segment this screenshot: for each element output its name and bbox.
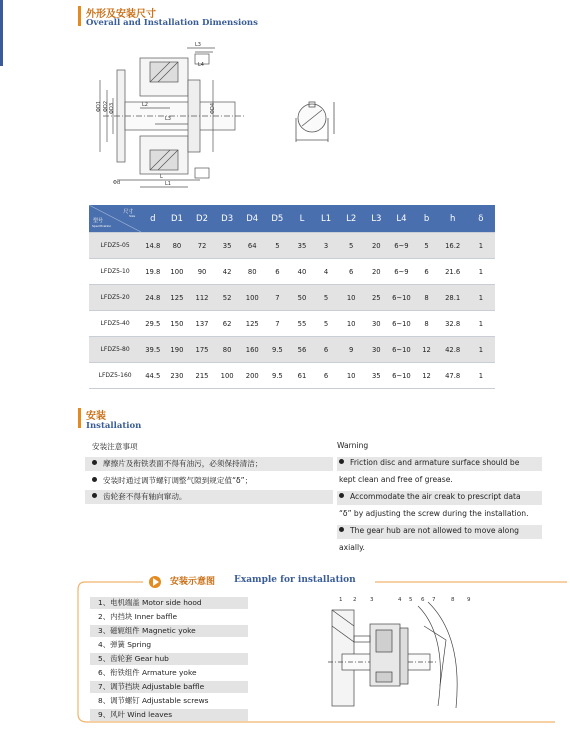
table-cell: 1 [467, 337, 495, 363]
table-row [89, 233, 495, 259]
table-cell: 80 [240, 259, 265, 285]
model-cell: LFDZ5-10 [89, 259, 141, 285]
column-header: h [439, 205, 467, 233]
parts-list [90, 596, 250, 722]
column-header: D1 [164, 205, 189, 233]
column-header: L3 [364, 205, 388, 233]
header-model-label-en: Specification [92, 224, 112, 228]
note-en-2-text: Accommodate the air creak to prescript data [350, 492, 521, 501]
table-cell: 42.8 [439, 337, 467, 363]
table-cell: 55 [290, 311, 314, 337]
header-model-label: 型号 [93, 218, 104, 224]
table-cell: 29.5 [141, 311, 164, 337]
part-item [90, 666, 250, 680]
table-cell: 28.1 [439, 285, 467, 311]
table-cell: 1 [467, 233, 495, 259]
table-cell: 7 [265, 285, 290, 311]
table-row [89, 311, 495, 337]
model-cell: LFDZ5-40 [89, 311, 141, 337]
table-cell: 1 [467, 363, 495, 389]
table-cell: 1 [467, 259, 495, 285]
table-cell: 100 [240, 285, 265, 311]
table-cell: 14.8 [141, 233, 164, 259]
table-cell: 8 [414, 311, 438, 337]
table-cell: 230 [164, 363, 189, 389]
table-cell: 56 [290, 337, 314, 363]
spec-table [89, 205, 495, 389]
dim-label-l4: L4 [198, 62, 204, 68]
note-cn-3-text: 齿轮套不得有轴向窜动。 [103, 492, 187, 501]
column-header: δ [467, 205, 495, 233]
table-cell: 1 [467, 311, 495, 337]
table-cell: 32.8 [439, 311, 467, 337]
section-marker [78, 408, 81, 428]
table-cell: 62 [215, 311, 240, 337]
part-item [90, 708, 250, 722]
table-cell: 12 [414, 337, 438, 363]
table-cell: 5 [414, 233, 438, 259]
dim-label-l3-top: L3 [195, 42, 201, 48]
model-cell: LFDZ5-05 [89, 233, 141, 259]
table-cell: 6 [338, 259, 364, 285]
table-cell: 19.8 [141, 259, 164, 285]
table-cell: 40 [290, 259, 314, 285]
table-cell: 21.6 [439, 259, 467, 285]
clutch-dimension-drawing [95, 40, 255, 192]
part-label: 5、齿轮套 Gear hub [98, 654, 169, 663]
notes-heading-en: Warning [337, 441, 369, 450]
column-header: D3 [215, 205, 240, 233]
model-size-header-cell [89, 205, 141, 233]
part-label: 4、弹簧 Spring [98, 640, 152, 649]
model-cell: LFDZ5-160 [89, 363, 141, 389]
bullet-icon [339, 493, 344, 498]
table-cell: 47.8 [439, 363, 467, 389]
note-en-1-cont: kept clean and free of grease. [339, 475, 453, 484]
table-cell: 12 [414, 363, 438, 389]
note-en-3-cont: axially. [339, 543, 365, 552]
table-cell: 100 [164, 259, 189, 285]
table-row [89, 285, 495, 311]
table-row [89, 337, 495, 363]
note-en-3-text: The gear hub are not allowed to move along [350, 526, 519, 535]
table-cell: 4 [314, 259, 338, 285]
part-label: 6、衔铁组件 Armature yoke [98, 668, 197, 677]
table-cell: 9.5 [265, 363, 290, 389]
table-cell: 42 [215, 259, 240, 285]
table-cell: 190 [164, 337, 189, 363]
callout-3: 3 [370, 597, 374, 603]
table-cell: 6~10 [388, 311, 414, 337]
model-cell: LFDZ5-20 [89, 285, 141, 311]
part-item [90, 596, 250, 610]
table-cell: 6~9 [388, 259, 414, 285]
dim-label-l2: L2 [142, 102, 148, 108]
table-cell: 9 [338, 337, 364, 363]
model-cell: LFDZ5-80 [89, 337, 141, 363]
table-cell: 7 [265, 311, 290, 337]
part-item [90, 680, 250, 694]
bullet-icon [339, 459, 344, 464]
section-marker [78, 6, 81, 26]
part-label: 9、风叶 Wind leaves [98, 710, 173, 719]
table-cell: 8 [414, 285, 438, 311]
table-cell: 24.8 [141, 285, 164, 311]
part-label: 2、内挡块 Inner baffle [98, 612, 178, 621]
column-header: D4 [240, 205, 265, 233]
table-cell: 30 [364, 337, 388, 363]
column-header: b [414, 205, 438, 233]
callout-9: 9 [467, 597, 471, 603]
table-cell: 160 [240, 337, 265, 363]
note-en-2-cont: “δ” by adjusting the screw during the installation. [339, 509, 529, 518]
notes-heading-cn: 安装注意事项 [92, 442, 138, 451]
table-cell: 35 [215, 233, 240, 259]
table-cell: 10 [338, 311, 364, 337]
table-cell: 1 [467, 285, 495, 311]
column-header: L [290, 205, 314, 233]
dim-label-phi-d: Φd [113, 180, 121, 186]
installation-title-en: Installation [86, 421, 142, 431]
table-cell: 25 [364, 285, 388, 311]
table-cell: 6~10 [388, 285, 414, 311]
spec-table-body [89, 233, 495, 389]
part-label: 3、磁轭组件 Magnetic yoke [98, 626, 196, 635]
table-cell: 61 [290, 363, 314, 389]
column-header: D2 [189, 205, 214, 233]
table-cell: 200 [240, 363, 265, 389]
table-cell: 6 [265, 259, 290, 285]
table-cell: 50 [290, 285, 314, 311]
callout-4: 4 [398, 597, 402, 603]
bullet-icon [92, 460, 97, 465]
table-cell: 20 [364, 259, 388, 285]
table-row [89, 363, 495, 389]
part-item [90, 610, 250, 624]
table-row [89, 259, 495, 285]
table-cell: 215 [189, 363, 214, 389]
table-cell: 10 [338, 285, 364, 311]
dim-label-d2: ΦD2 [103, 101, 109, 112]
table-cell: 64 [240, 233, 265, 259]
note-cn-1-text: 摩擦片及衔铁表面不得有油污，必须保持清洁； [103, 459, 263, 468]
bullet-icon [339, 527, 344, 532]
spec-table-header [89, 205, 495, 233]
part-label: 7、调节挡块 Adjustable baffle [98, 682, 205, 691]
column-header: d [141, 205, 164, 233]
table-cell: 175 [189, 337, 214, 363]
table-cell: 3 [314, 233, 338, 259]
dim-label-d4: ΦD4 [210, 103, 216, 114]
table-cell: 137 [189, 311, 214, 337]
table-cell: 150 [164, 311, 189, 337]
bullet-icon [92, 493, 97, 498]
table-cell: 35 [290, 233, 314, 259]
table-cell: 80 [164, 233, 189, 259]
part-item [90, 652, 250, 666]
page-edge-accent [0, 0, 3, 66]
dimensions-title-en: Overall and Installation Dimensions [86, 18, 258, 28]
table-cell: 39.5 [141, 337, 164, 363]
note-en-1-text: Friction disc and armature surface should be [350, 458, 520, 467]
callout-1: 1 [339, 597, 343, 603]
table-cell: 6 [314, 337, 338, 363]
table-cell: 5 [338, 233, 364, 259]
part-item [90, 694, 250, 708]
table-cell: 125 [240, 311, 265, 337]
table-cell: 90 [189, 259, 214, 285]
note-cn-3 [92, 491, 187, 502]
dim-label-d1: ΦD1 [96, 101, 102, 112]
bullet-icon [92, 477, 97, 482]
table-cell: 6~10 [388, 363, 414, 389]
table-cell: 125 [164, 285, 189, 311]
table-cell: 6~9 [388, 233, 414, 259]
table-cell: 6~10 [388, 337, 414, 363]
callout-2: 2 [353, 597, 357, 603]
table-cell: 44.5 [141, 363, 164, 389]
part-item [90, 624, 250, 638]
callout-5: 5 [409, 597, 413, 603]
table-cell: 10 [338, 363, 364, 389]
note-en-3 [339, 526, 519, 535]
column-header: L4 [388, 205, 414, 233]
column-header: L1 [314, 205, 338, 233]
dimensions-title-cn: 外形及安装尺寸 [86, 9, 156, 20]
table-cell: 9.5 [265, 337, 290, 363]
header-size-label: 尺寸 [123, 209, 134, 215]
note-en-2 [339, 492, 521, 501]
table-cell: 5 [314, 285, 338, 311]
example-title-cn: 安装示意图 [170, 577, 216, 587]
part-label: 8、调节螺钉 Adjustable screws [98, 696, 209, 705]
note-cn-1 [92, 458, 262, 469]
table-cell: 52 [215, 285, 240, 311]
dim-label-d3: ΦD3 [109, 103, 115, 114]
table-cell: 30 [364, 311, 388, 337]
table-cell: 16.2 [439, 233, 467, 259]
table-cell: 112 [189, 285, 214, 311]
table-cell: 20 [364, 233, 388, 259]
part-label: 1、电机端盖 Motor side hood [98, 598, 202, 607]
note-cn-2-text: 安装时通过调节螺钉调整气隙到规定值“δ”； [103, 476, 253, 485]
column-header: D5 [265, 205, 290, 233]
callout-7: 7 [432, 597, 436, 603]
note-en-1 [339, 458, 519, 467]
callout-6: 6 [421, 597, 425, 603]
part-item [90, 638, 250, 652]
table-cell: 5 [314, 311, 338, 337]
table-cell: 72 [189, 233, 214, 259]
installation-title-cn: 安装 [86, 411, 106, 422]
note-cn-2 [92, 475, 252, 486]
table-cell: 100 [215, 363, 240, 389]
header-size-label-en: Size [129, 214, 136, 218]
dim-label-l3-inner: L3 [165, 116, 171, 122]
table-cell: 6 [414, 259, 438, 285]
dim-label-l: L [160, 174, 163, 180]
keyway-section-drawing [290, 96, 342, 154]
callout-8: 8 [451, 597, 455, 603]
table-cell: 6 [314, 363, 338, 389]
table-cell: 5 [265, 233, 290, 259]
dim-label-l1: L1 [165, 181, 171, 187]
column-header: L2 [338, 205, 364, 233]
table-cell: 80 [215, 337, 240, 363]
example-title-en: Example for installation [234, 575, 356, 585]
installation-assembly-drawing [328, 596, 473, 714]
table-cell: 35 [364, 363, 388, 389]
